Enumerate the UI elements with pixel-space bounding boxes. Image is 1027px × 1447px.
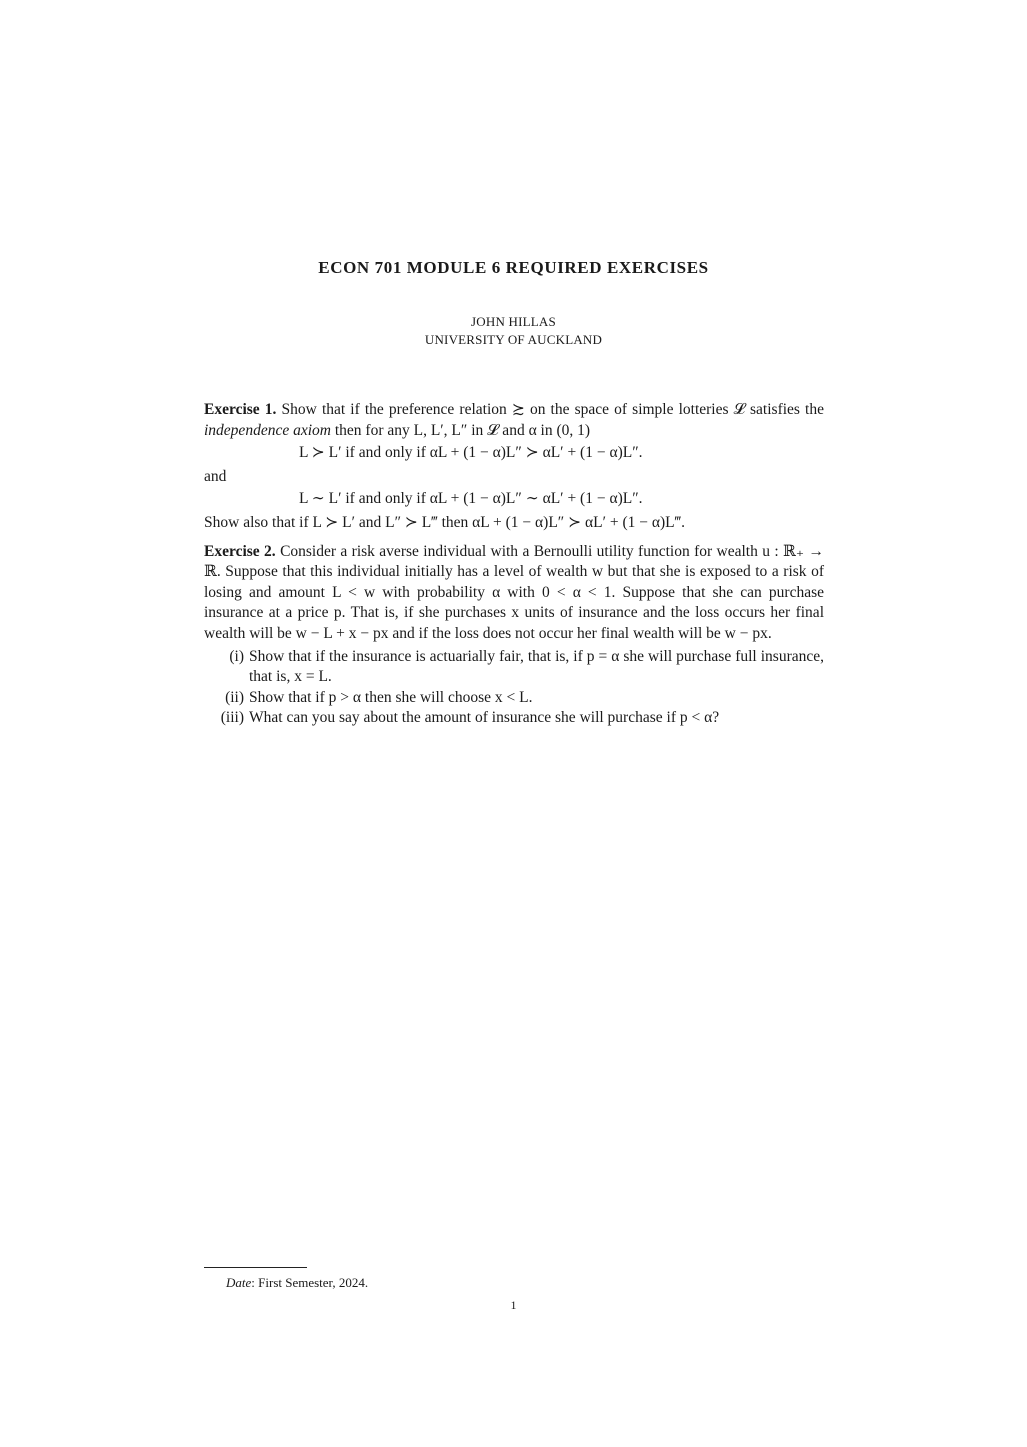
footnote-text: : First Semester, 2024. (251, 1275, 369, 1290)
footnote (226, 1275, 368, 1291)
page-title: ECON 701 MODULE 6 REQUIRED EXERCISES (318, 258, 709, 277)
item-label: (ii) (225, 688, 244, 706)
author-block (0, 313, 1027, 349)
equation-strict-preference: L ≻ L′ if and only if αL + (1 − α)L″ ≻ αL′ + (1 − α)L″. (299, 444, 643, 462)
footnote-label: Date (226, 1275, 252, 1290)
exercise-2-body (204, 542, 824, 645)
equation-indifference: L ∼ L′ if and only if αL + (1 − α)L″ ∼ αL′ + (1 − α)L″. (299, 490, 643, 508)
author-name: JOHN HILLAS (471, 314, 556, 329)
list-item (204, 708, 824, 729)
footnote-rule (204, 1267, 307, 1268)
document-body (204, 400, 824, 729)
exercise-1-also: Show also that if L ≻ L′ and L″ ≻ L‴ then αL + (1 − α)L″ ≻ αL′ + (1 − α)L‴. (204, 513, 685, 531)
exercise-2-heading: Exercise 2. (204, 542, 276, 560)
item-text: Show that if p > α then she will choose x < L. (249, 688, 533, 706)
exercise-1-intro-end: then for any L, L′, L″ in 𝓛 and α in (0, 1) (334, 421, 591, 439)
list-item (204, 647, 824, 688)
exercise-1-heading: Exercise 1. (204, 401, 277, 418)
item-label: (i) (229, 647, 244, 665)
item-text: Show that if the insurance is actuarially fair, that is, if p = α she will purchase full insurance, that is, x = L. (249, 647, 824, 686)
independence-axiom-term: independence axiom (204, 421, 331, 439)
item-text: What can you say about the amount of insurance she will purchase if p < α? (249, 709, 720, 727)
exercise-2-text: Consider a risk averse individual with a Bernoulli utility function for wealth u : ℝ₊ → ℝ. Suppose that this individual initially has a level of wealth w but that she is exposed to a risk of losing and amount L < w with probability α with 0 < α < 1. Suppose that she can purchase insurance at a price p. That is, if she purchases x units of insurance and the loss occurs her final wealth will be w − L + x − px and if the loss does not occur her final wealth will be w − px. (204, 542, 824, 642)
exercise-1-intro-text: Show that if the preference relation ≿ on the space of simple lotteries 𝓛 satisfies the (281, 401, 824, 418)
item-label: (iii) (220, 709, 244, 727)
exercise-2-parts (204, 647, 824, 729)
exercise-1-intro (204, 400, 824, 441)
list-item (204, 688, 824, 709)
page-number: 1 (510, 1298, 517, 1312)
and-connector: and (204, 467, 227, 485)
author-affiliation: UNIVERSITY OF AUCKLAND (424, 332, 603, 347)
